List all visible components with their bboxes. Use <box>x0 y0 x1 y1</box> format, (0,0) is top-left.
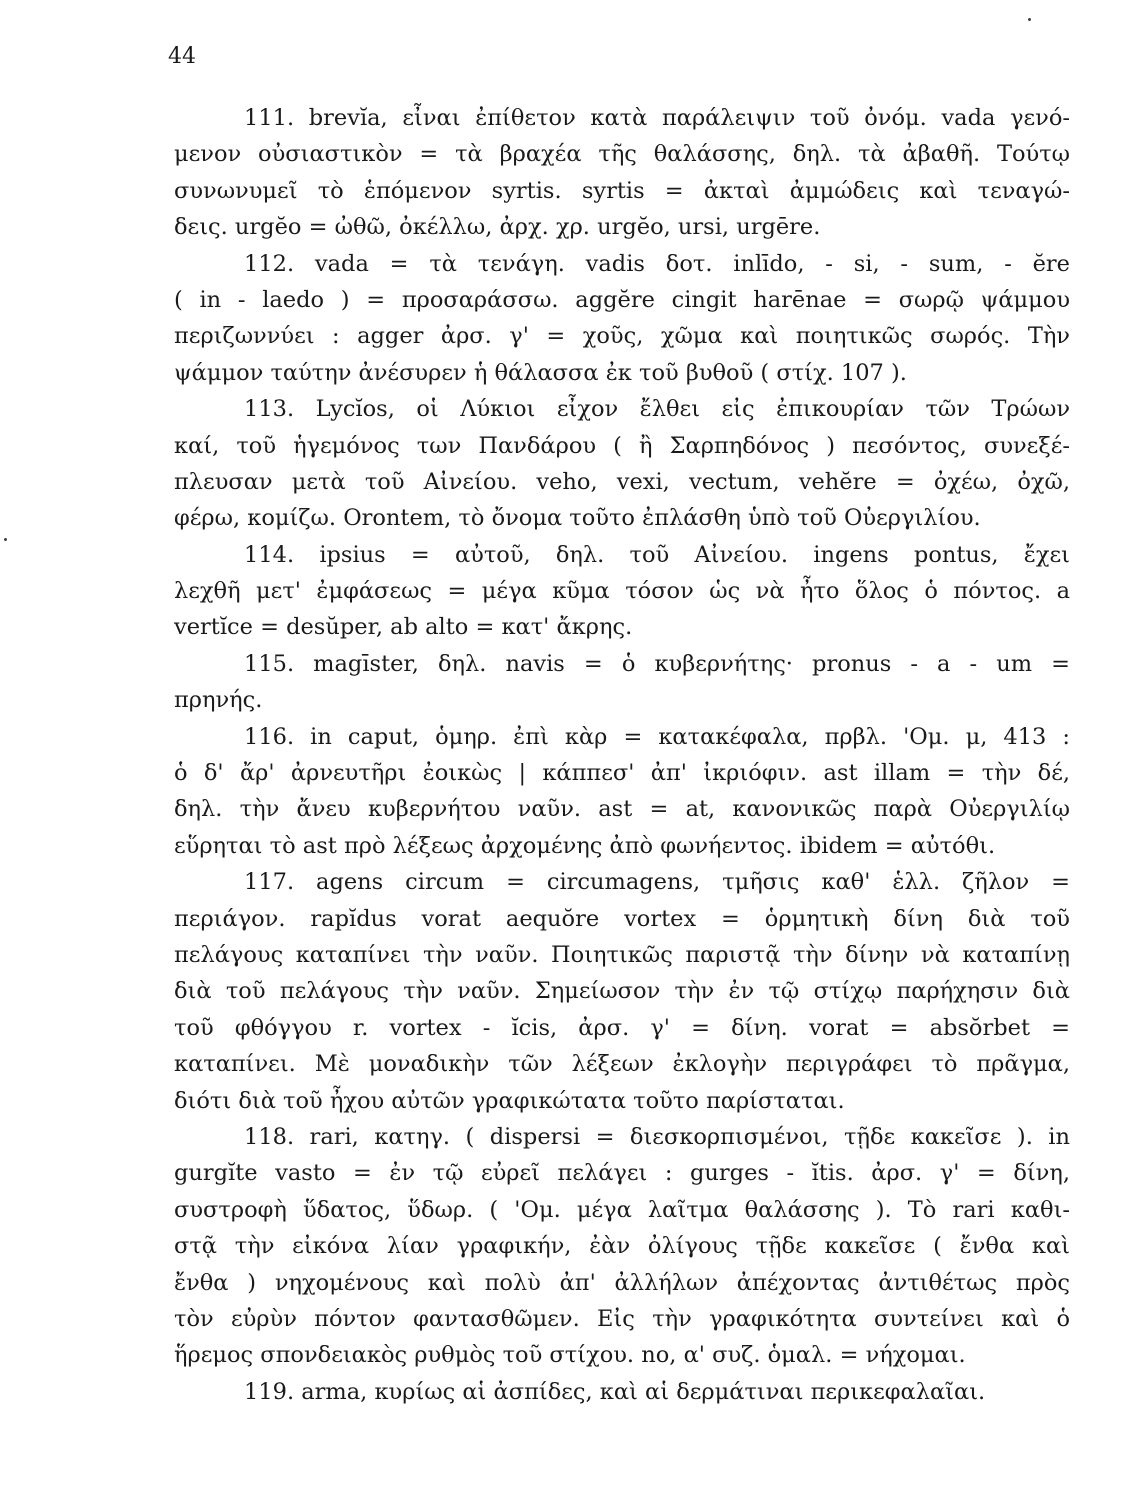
text-line: τοῦ φθόγγου r. vortex - ĭcis, ἀρσ. γ' = δίνη. vorat = absŏrbet = <box>174 1014 1070 1041</box>
text-line: 118. rari, κατηγ. ( dispersi = διεσκορπισμένοι, τῇδε κακεῖσε ). in <box>244 1123 1070 1150</box>
text-line: καί, τοῦ ἡγεμόνος των Πανδάρου ( ἢ Σαρπηδόνος ) πεσόντος, συνεξέ- <box>174 432 1070 459</box>
text-line: πλευσαν μετὰ τοῦ Αἰνείου. veho, vexi, vectum, vehĕre = ὀχέω, ὀχῶ, <box>174 468 1070 495</box>
text-line: διότι διὰ τοῦ ἦχου αὐτῶν γραφικώτατα τοῦτο παρίσταται. <box>174 1087 845 1114</box>
text-line: διὰ τοῦ πελάγους τὴν ναῦν. Σημείωσον τὴν ἐν τῷ στίχῳ παρήχησιν διὰ <box>174 978 1070 1005</box>
text-line: περιάγον. rapĭdus vorat aequŏre vortex = ὁρμητικὴ δίνη διὰ τοῦ <box>174 905 1070 932</box>
text-line: ψάμμον ταύτην ἀνέσυρεν ἡ θάλασσα ἐκ τοῦ βυθοῦ ( στίχ. 107 ). <box>174 359 907 386</box>
text-line: πελάγους καταπίνει τὴν ναῦν. Ποιητικῶς παριστᾷ τὴν δίνην νὰ καταπίνῃ <box>174 941 1070 968</box>
text-line: gurgĭte vasto = ἐν τῷ εὐρεῖ πελάγει : gurges - ĭtis. ἀρσ. γ' = δίνη, <box>174 1160 1070 1187</box>
text-line: ἥρεμος σπονδειακὸς ρυθμὸς τοῦ στίχου. no, α' συζ. ὁμαλ. = νήχομαι. <box>174 1342 966 1369</box>
text-line: τὸν εὐρὺν πόντον φαντασθῶμεν. Εἰς τὴν γραφικότητα συντείνει καὶ ὁ <box>174 1305 1070 1332</box>
text-line: 117. agens circum = circumagens, τμῆσις καθ' ἑλλ. ζῆλον = <box>244 869 1070 896</box>
text-line: vertĭce = desŭper, ab alto = κατ' ἄκρης. <box>174 614 633 641</box>
text-line: συστροφὴ ὕδατος, ὕδωρ. ( 'Ομ. μέγα λαῖτμα θαλάσσης ). Τὸ rari καθι- <box>174 1196 1070 1223</box>
scan-speck <box>4 538 7 541</box>
text-line: ( in - laedo ) = προσαράσσω. aggĕre cingit harēnae = σωρῷ ψάμμου <box>174 286 1070 313</box>
text-line: φέρω, κομίζω. Orontem, τὸ ὄνομα τοῦτο ἐπλάσθη ὑπὸ τοῦ Οὐεργιλίου. <box>174 505 981 532</box>
scan-speck <box>1028 18 1031 21</box>
commentary-text <box>174 100 1070 1410</box>
text-line: ὁ δ' ἄρ' ἀρνευτῆρι ἐοικὼς | κάππεσ' ἀπ' ἰκριόφιν. ast illam = τὴν δέ, <box>174 760 1070 787</box>
text-line: δηλ. τὴν ἄνευ κυβερνήτου ναῦν. ast = at, κανονικῶς παρὰ Οὐεργιλίῳ <box>174 796 1070 823</box>
page-number: 44 <box>168 44 196 69</box>
text-line: καταπίνει. Μὲ μοναδικὴν τῶν λέξεων ἐκλογὴν περιγράφει τὸ πρᾶγμα, <box>174 1051 1070 1078</box>
text-line: λεχθῆ μετ' ἐμφάσεως = μέγα κῦμα τόσον ὡς νὰ ἦτο ὅλος ὁ πόντος. a <box>174 578 1070 605</box>
text-line: 112. vada = τὰ τενάγη. vadis δοτ. inlīdo, - si, - sum, - ĕre <box>244 250 1070 277</box>
text-line: δεις. urgĕo = ὠθῶ, ὀκέλλω, ἀρχ. χρ. urgĕo, ursi, urgēre. <box>174 214 821 241</box>
text-line: 114. ipsius = αὐτοῦ, δηλ. τοῦ Αἰνείου. ingens pontus, ἔχει <box>244 541 1070 568</box>
text-line: πρηνής. <box>174 687 263 714</box>
text-line: 113. Lycĭos, οἱ Λύκιοι εἶχον ἔλθει εἰς ἐπικουρίαν τῶν Τρώων <box>244 396 1070 423</box>
text-line: 111. brevĭa, εἶναι ἐπίθετον κατὰ παράλειψιν τοῦ ὀνόμ. vada γενό- <box>244 105 1070 131</box>
text-line: ἔνθα ) νηχομένους καὶ πολὺ ἀπ' ἀλλήλων ἀπέχοντας ἀντιθέτως πρὸς <box>174 1269 1070 1296</box>
text-line: 119. arma, κυρίως αἱ ἀσπίδες, καὶ αἱ δερμάτιναι περικεφαλαῖαι. <box>244 1378 986 1405</box>
text-line: εὕρηται τὸ ast πρὸ λέξεως ἀρχομένης ἀπὸ φωνήεντος. ibidem = αὐτόθι. <box>174 832 996 859</box>
text-line: 116. in caput, ὁμηρ. ἐπὶ κὰρ = κατακέφαλα, πρβλ. 'Ομ. μ, 413 : <box>244 723 1070 750</box>
text-line: περιζωννύει : agger ἀρσ. γ' = χοῦς, χῶμα καὶ ποιητικῶς σωρός. Τὴν <box>174 323 1070 350</box>
text-line: συνωνυμεῖ τὸ ἑπόμενον syrtis. syrtis = ἀκταὶ ἀμμώδεις καὶ τεναγώ- <box>174 177 1070 204</box>
text-line: 115. magīster, δηλ. navis = ὁ κυβερνήτης· pronus - a - um = <box>244 650 1070 677</box>
text-line: μενον οὐσιαστικὸν = τὰ βραχέα τῆς θαλάσσης, δηλ. τὰ ἀβαθῆ. Τούτῳ <box>174 141 1070 168</box>
text-line: στᾷ τὴν εἰκόνα λίαν γραφικήν, ἐὰν ὀλίγους τῇδε κακεῖσε ( ἔνθα καὶ <box>174 1233 1070 1260</box>
